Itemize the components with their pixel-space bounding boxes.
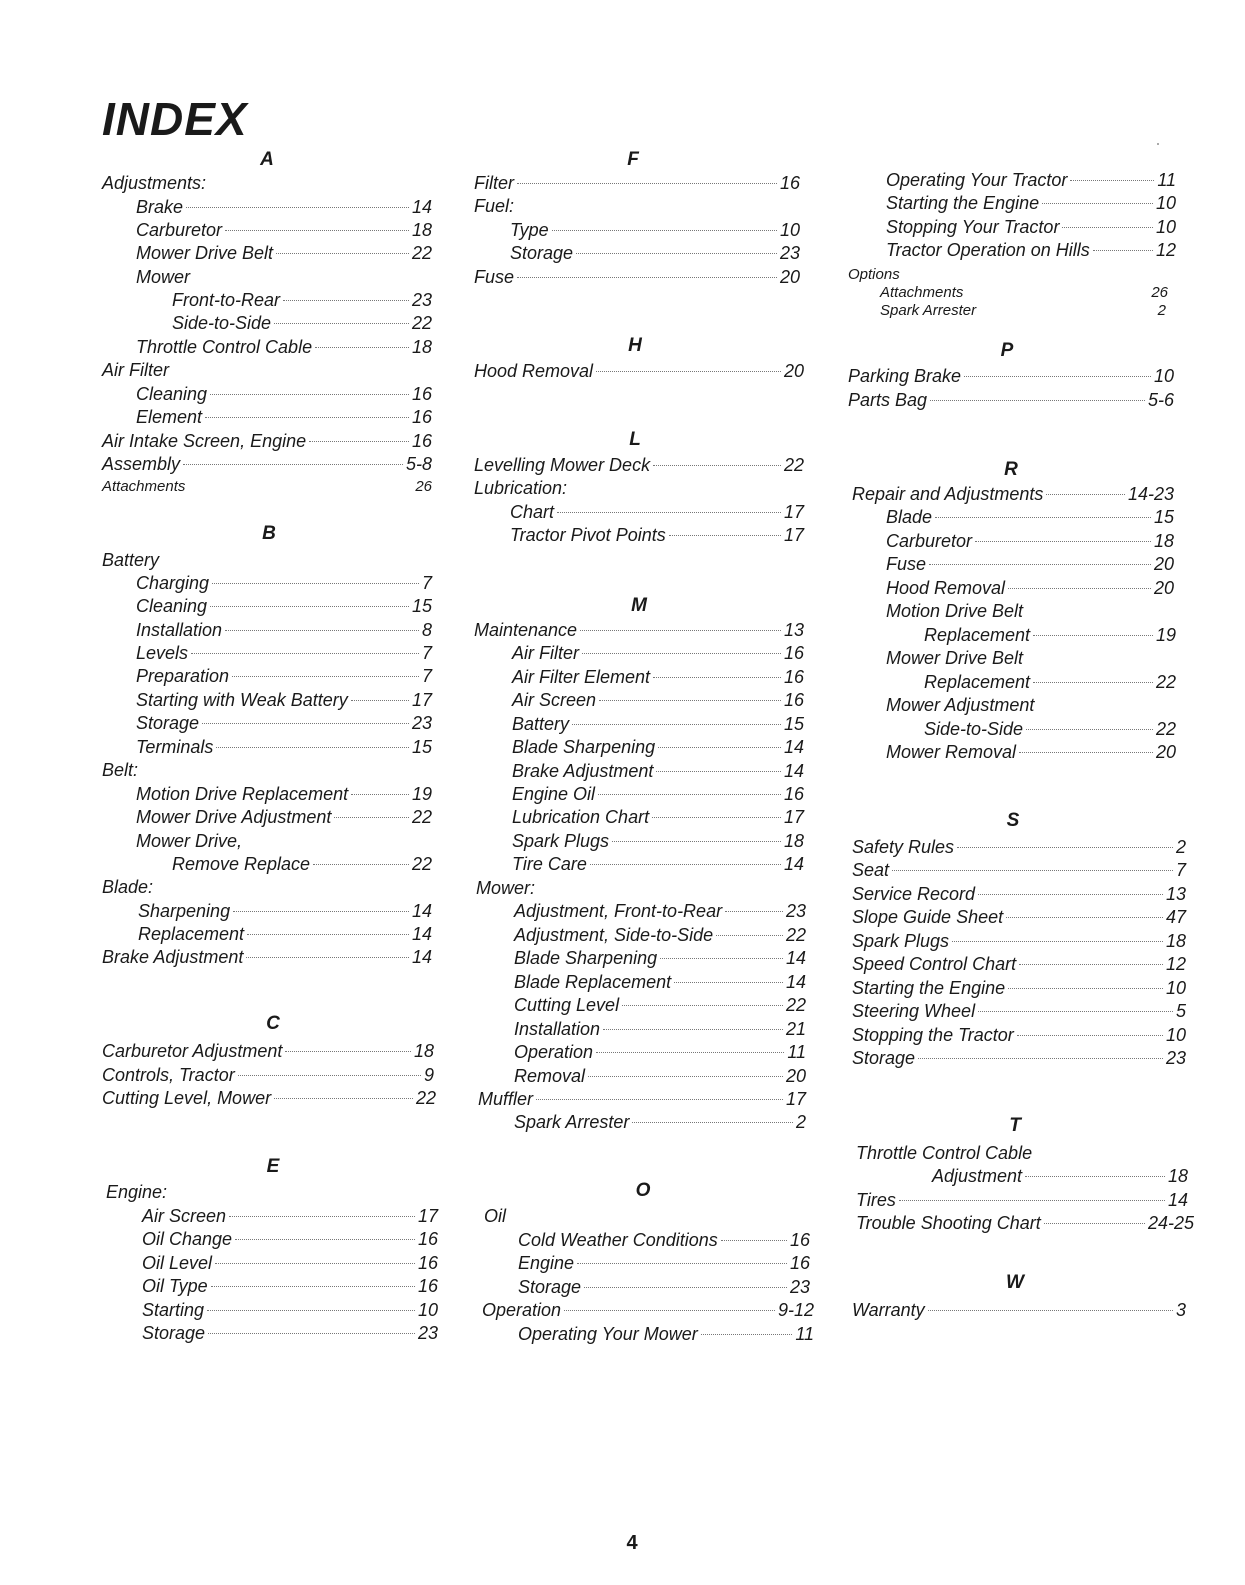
index-entry: Speed Control Chart 12 <box>852 954 1186 974</box>
index-entry: Hood Removal 20 <box>886 578 1174 598</box>
index-entry: Cold Weather Conditions 16 <box>518 1230 810 1250</box>
index-entry: Hood Removal 20 <box>474 361 804 381</box>
index-entry: Service Record 13 <box>852 884 1186 904</box>
index-entry: Tires 14 <box>856 1190 1188 1210</box>
index-entry: Attachments 26 <box>880 284 1168 301</box>
index-entry: Oil Change 16 <box>142 1229 438 1249</box>
index-entry: Motion Drive Replacement 19 <box>136 784 432 804</box>
index-entry: Throttle Control Cable <box>856 1143 1033 1163</box>
index-entry: Slope Guide Sheet 47 <box>852 907 1186 927</box>
index-entry: Lubrication: <box>474 478 568 498</box>
index-entry: Oil <box>484 1206 506 1226</box>
index-entry: Engine Oil 16 <box>512 784 804 804</box>
index-entry: Engine 16 <box>518 1253 810 1273</box>
section-letter-s: S <box>1006 810 1020 831</box>
index-entry: Starting with Weak Battery 17 <box>136 690 432 710</box>
index-entry: Storage 23 <box>136 713 432 733</box>
index-entry: Seat 7 <box>852 860 1186 880</box>
index-entry: Adjustments: <box>102 173 207 193</box>
index-entry: Chart 17 <box>510 502 804 522</box>
index-entry: Preparation 7 <box>136 666 432 686</box>
index-entry: Carburetor Adjustment 18 <box>102 1041 434 1061</box>
index-entry: Tire Care 14 <box>512 854 804 874</box>
index-entry: Tractor Pivot Points 17 <box>510 525 804 545</box>
index-entry: Brake 14 <box>136 197 432 217</box>
index-entry: Safety Rules 2 <box>852 837 1186 857</box>
index-entry: Operation 11 <box>514 1042 806 1062</box>
index-entry: Spark Plugs 18 <box>852 931 1186 951</box>
index-entry: Air Filter Element 16 <box>512 667 804 687</box>
index-entry: Parts Bag 5-6 <box>848 390 1174 410</box>
index-entry: Muffler 17 <box>478 1089 806 1109</box>
index-entry: Levels 7 <box>136 643 432 663</box>
index-entry: Attachments 26 <box>102 478 432 495</box>
index-entry: Remove Replace 22 <box>172 854 432 874</box>
index-entry: Controls, Tractor 9 <box>102 1065 434 1085</box>
page-number: 4 <box>626 1532 638 1554</box>
index-entry: Mower Drive Belt 22 <box>136 243 432 263</box>
index-entry: Replacement 14 <box>138 924 432 944</box>
index-entry: Blade Sharpening 14 <box>514 948 806 968</box>
index-entry: Operating Your Mower 11 <box>518 1324 814 1344</box>
index-entry: Motion Drive Belt <box>886 601 1024 621</box>
section-letter-h: H <box>628 335 642 356</box>
index-entry: Blade Replacement 14 <box>514 972 806 992</box>
section-letter-p: P <box>1000 340 1014 361</box>
section-letter-m: M <box>631 595 647 616</box>
index-entry: Mower Removal 20 <box>886 742 1176 762</box>
index-entry: Mower Drive Belt <box>886 648 1024 668</box>
index-entry: Mower: <box>476 878 536 898</box>
index-entry: Carburetor 18 <box>136 220 432 240</box>
index-entry: Warranty 3 <box>852 1300 1186 1320</box>
index-entry: Stopping the Tractor 10 <box>852 1025 1186 1045</box>
section-letter-f: F <box>627 149 639 170</box>
index-entry: Cutting Level, Mower 22 <box>102 1088 436 1108</box>
section-letter-r: R <box>1004 459 1018 480</box>
index-entry: Steering Wheel 5 <box>852 1001 1186 1021</box>
section-letter-c: C <box>266 1013 280 1034</box>
index-entry: Air Screen 17 <box>142 1206 438 1226</box>
index-entry: Storage 23 <box>518 1277 810 1297</box>
index-entry: Fuse 20 <box>474 267 800 287</box>
index-entry: Blade: <box>102 877 154 897</box>
index-entry: Cleaning 16 <box>136 384 432 404</box>
index-entry: Side-to-Side 22 <box>924 719 1176 739</box>
index-entry: Sharpening 14 <box>138 901 432 921</box>
index-entry: Adjustment 18 <box>932 1166 1188 1186</box>
scan-mark <box>1157 143 1159 145</box>
index-entry: Spark Plugs 18 <box>512 831 804 851</box>
index-entry: Tractor Operation on Hills 12 <box>886 240 1176 260</box>
index-entry: Adjustment, Side-to-Side 22 <box>514 925 806 945</box>
index-entry: Operating Your Tractor 11 <box>886 170 1176 190</box>
section-letter-a: A <box>260 149 274 170</box>
index-entry: Levelling Mower Deck 22 <box>474 455 804 475</box>
section-letter-b: B <box>262 523 276 544</box>
index-entry: Trouble Shooting Chart 24-25 <box>856 1213 1194 1233</box>
index-entry: Battery 15 <box>512 714 804 734</box>
index-entry: Air Screen 16 <box>512 690 804 710</box>
index-entry: Mower Adjustment <box>886 695 1035 715</box>
index-entry: Mower Drive Adjustment 22 <box>136 807 432 827</box>
index-entry: Oil Level 16 <box>142 1253 438 1273</box>
index-entry: Parking Brake 10 <box>848 366 1174 386</box>
index-entry: Oil Type 16 <box>142 1276 438 1296</box>
index-entry: Storage 23 <box>510 243 800 263</box>
index-entry: Maintenance 13 <box>474 620 804 640</box>
index-entry: Cutting Level 22 <box>514 995 806 1015</box>
index-entry: Blade 15 <box>886 507 1174 527</box>
index-entry: Mower <box>136 267 191 287</box>
index-entry: Replacement 22 <box>924 672 1176 692</box>
index-entry: Battery <box>102 550 160 570</box>
index-entry: Belt: <box>102 760 139 780</box>
index-entry: Mower Drive, <box>136 831 243 851</box>
index-entry: Assembly 5-8 <box>102 454 432 474</box>
index-entry: Lubrication Chart 17 <box>512 807 804 827</box>
index-entry: Replacement 19 <box>924 625 1176 645</box>
index-entry: Removal 20 <box>514 1066 806 1086</box>
index-entry: Element 16 <box>136 407 432 427</box>
index-entry: Installation 8 <box>136 620 432 640</box>
index-entry: Spark Arrester 2 <box>514 1112 806 1132</box>
index-entry: Type 10 <box>510 220 800 240</box>
index-entry: Side-to-Side 22 <box>172 313 432 333</box>
index-entry: Engine: <box>106 1182 168 1202</box>
index-entry: Terminals 15 <box>136 737 432 757</box>
index-entry: Storage 23 <box>852 1048 1186 1068</box>
index-entry: Air Intake Screen, Engine 16 <box>102 431 432 451</box>
index-entry: Blade Sharpening 14 <box>512 737 804 757</box>
index-entry: Fuse 20 <box>886 554 1174 574</box>
index-entry: Spark Arrester 2 <box>880 302 1166 319</box>
index-entry: Installation 21 <box>514 1019 806 1039</box>
index-entry: Starting 10 <box>142 1300 438 1320</box>
index-entry: Adjustment, Front-to-Rear 23 <box>514 901 806 921</box>
index-entry: Storage 23 <box>142 1323 438 1343</box>
index-entry: Cleaning 15 <box>136 596 432 616</box>
index-entry: Throttle Control Cable 18 <box>136 337 432 357</box>
section-letter-w: W <box>1006 1272 1024 1293</box>
section-letter-t: T <box>1009 1115 1021 1136</box>
index-entry: Air Filter <box>102 360 169 380</box>
index-entry: Operation 9-12 <box>482 1300 814 1320</box>
index-entry: Fuel: <box>474 196 515 216</box>
index-entry: Starting the Engine 10 <box>852 978 1186 998</box>
index-entry: Filter 16 <box>474 173 800 193</box>
page-title: INDEX <box>102 93 248 145</box>
index-entry: Charging 7 <box>136 573 432 593</box>
index-entry: Carburetor 18 <box>886 531 1174 551</box>
index-entry: Front-to-Rear 23 <box>172 290 432 310</box>
index-entry: Options <box>848 266 900 283</box>
index-entry: Brake Adjustment 14 <box>102 947 432 967</box>
index-entry: Air Filter 16 <box>512 643 804 663</box>
index-entry: Stopping Your Tractor 10 <box>886 217 1176 237</box>
index-entry: Repair and Adjustments 14-23 <box>852 484 1174 504</box>
section-letter-l: L <box>629 429 641 450</box>
index-entry: Starting the Engine 10 <box>886 193 1176 213</box>
index-entry: Brake Adjustment 14 <box>512 761 804 781</box>
section-letter-e: E <box>266 1156 280 1177</box>
section-letter-o: O <box>635 1180 651 1201</box>
